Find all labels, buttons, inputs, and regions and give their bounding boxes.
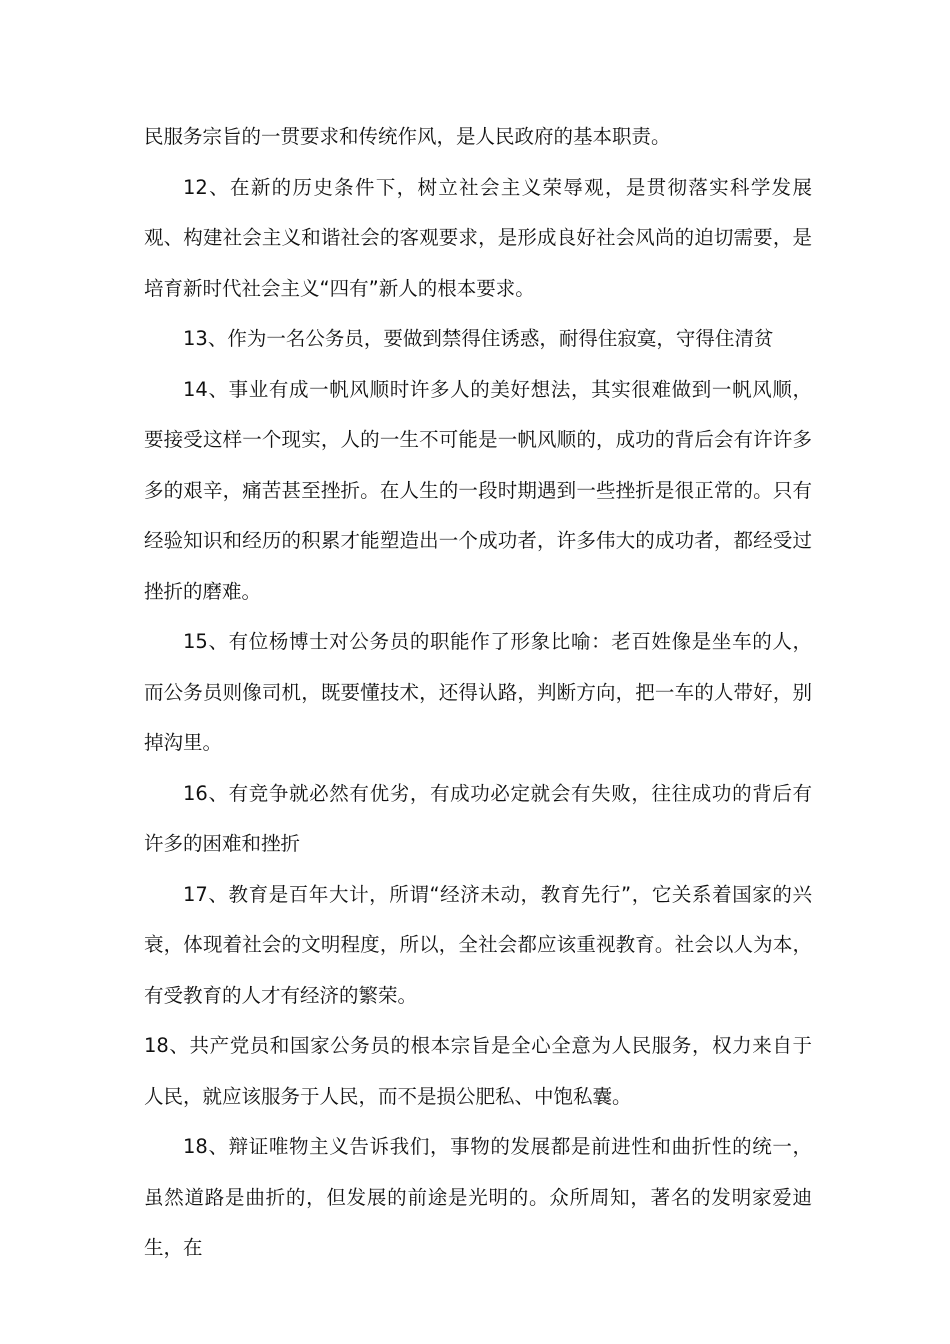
paragraph-13: 13、作为一名公务员，要做到禁得住诱惑，耐得住寂寞，守得住清贫 bbox=[183, 327, 774, 350]
paragraph-continuation-11: 民服务宗旨的一贯要求和传统作风，是人民政府的基本职责。 bbox=[144, 125, 671, 148]
paragraph-15: 15、有位杨博士对公务员的职能作了形象比喻：老百姓像是坐车的人，而公务员则像司机，既要懂技术，还得认路，判断方向，把一车的人带好，别掉沟里。 bbox=[144, 630, 812, 754]
paragraph-12: 12、在新的历史条件下，树立社会主义荣辱观，是贯彻落实科学发展观、构建社会主义和谐社会的客观要求，是形成良好社会风尚的迫切需要，是培育新时代社会主义“四有”新人的根本要求。 bbox=[144, 175, 812, 300]
paragraph-18-second: 18、辩证唯物主义告诉我们，事物的发展都是前进性和曲折性的统一，虽然道路是曲折的，但发展的前途是光明的。众所周知，著名的发明家爱迪生，在 bbox=[144, 1135, 812, 1259]
paragraph-16: 16、有竞争就必然有优劣，有成功必定就会有失败，往往成功的背后有许多的困难和挫折 bbox=[144, 781, 812, 855]
paragraph-18-first: 18、共产党员和国家公务员的根本宗旨是全心全意为人民服务，权力来自于人民，就应该服务于人民，而不是损公肥私、中饱私囊。 bbox=[144, 1034, 812, 1108]
paragraph-14: 14、事业有成一帆风顺时许多人的美好想法，其实很难做到一帆风顺，要接受这样一个现实，人的一生不可能是一帆风顺的，成功的背后会有许许多多的艰辛，痛苦甚至挫折。在人生的一段时期遇到一些挫折是很正常的。只有经验知识和经历的积累才能塑造出一个成功者，许多伟大的成功者，都经受过挫折的磨难。 bbox=[144, 377, 812, 603]
document-body bbox=[144, 112, 812, 1274]
paragraph-17: 17、教育是百年大计，所谓“经济未动，教育先行”，它关系着国家的兴衰，体现着社会的文明程度，所以，全社会都应该重视教育。社会以人为本，有受教育的人才有经济的繁荣。 bbox=[144, 882, 812, 1007]
